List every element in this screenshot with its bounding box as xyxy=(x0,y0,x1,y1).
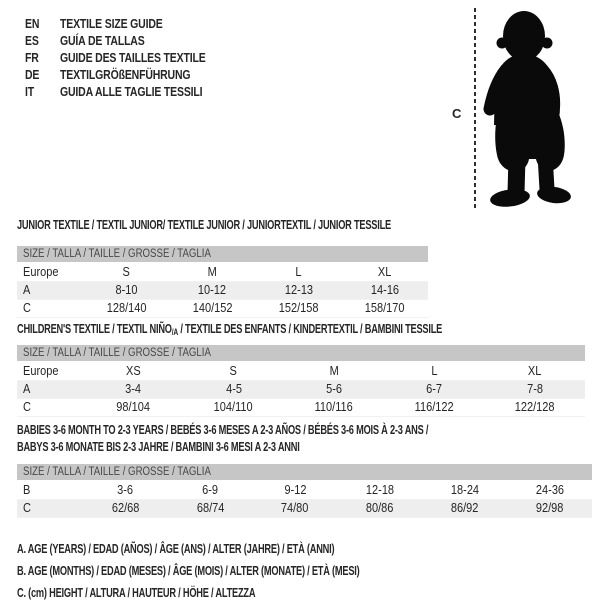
table-row xyxy=(17,381,585,399)
babies-table-title xyxy=(17,422,428,456)
size-cell: 62/68 xyxy=(111,501,140,515)
language-title: GUIDA ALLE TAGLIE TESSILI xyxy=(60,85,203,99)
language-row-it xyxy=(25,84,233,101)
baby-silhouette xyxy=(481,9,578,207)
language-header xyxy=(25,16,233,101)
row-label-cell: C xyxy=(23,501,31,515)
row-label-cell: A xyxy=(23,382,31,396)
language-code: IT xyxy=(25,85,35,99)
size-cell: 68/74 xyxy=(196,501,224,515)
size-cell: 116/122 xyxy=(414,400,454,414)
size-cell: 6-9 xyxy=(202,483,219,497)
size-cell: 128/140 xyxy=(106,301,147,315)
children-size-table xyxy=(17,345,585,417)
size-cell: 74/80 xyxy=(281,501,309,515)
height-measure-line xyxy=(474,8,476,208)
language-title: TEXTILE SIZE GUIDE xyxy=(60,17,163,31)
size-cell: 104/110 xyxy=(214,400,254,414)
size-header-bar xyxy=(17,464,592,480)
size-cell: 9-12 xyxy=(284,483,307,497)
language-code: FR xyxy=(25,51,39,65)
size-cell: 80/86 xyxy=(366,501,394,515)
row-label-cell: C xyxy=(23,400,31,414)
size-cell: 7-8 xyxy=(526,382,543,396)
size-cell: M xyxy=(329,364,339,378)
size-cell: 152/158 xyxy=(278,301,319,315)
language-row-en xyxy=(25,16,233,33)
size-cell: 8-10 xyxy=(115,283,138,297)
size-cell: 24-36 xyxy=(535,483,564,497)
children-table-title: CHILDREN'S TEXTILE / TEXTIL $NIÑO_{/A}$ / TEXTILE DES ENFANTS / KINDERTEXTIL / BAMBINI TESSILE xyxy=(17,322,443,337)
babies-title-line1: BABIES 3-6 MONTH TO 2-3 YEARS / BEBÉS 3-6 MESES A 2-3 AÑOS / BÉBÉS 3-6 MOIS À 2-3 ANS / xyxy=(17,423,429,437)
size-cell: XL xyxy=(528,364,542,378)
size-cell: L xyxy=(295,265,302,279)
babies-size-table xyxy=(17,464,592,518)
footnote-c: C. (cm) HEIGHT / ALTURA / HAUTEUR / HÖHE / ALTEZZA xyxy=(17,586,256,600)
size-cell: S xyxy=(122,265,130,279)
row-label-cell: A xyxy=(23,283,31,297)
size-cell: S xyxy=(229,364,238,378)
table-row xyxy=(17,500,592,518)
junior-size-table xyxy=(17,246,428,318)
footnotes xyxy=(17,538,480,600)
language-title: TEXTILGRÖßENFÜHRUNG xyxy=(60,68,191,82)
table-row xyxy=(17,282,428,300)
size-header-label: SIZE / TALLA / TAILLE / GRÖSSE / TAGLIA xyxy=(23,466,211,478)
size-cell: 4-5 xyxy=(225,382,242,396)
size-cell: 12-13 xyxy=(284,283,313,297)
row-label-cell: Europe xyxy=(23,364,59,378)
size-cell: XL xyxy=(378,265,392,279)
size-cell: 14-16 xyxy=(370,283,399,297)
footnote-a: A. AGE (YEARS) / EDAD (AÑOS) / ÂGE (ANS) / ALTER (JAHRE) / ETÀ (ANNI) xyxy=(17,542,335,556)
language-title: GUIDE DES TAILLES TEXTILE xyxy=(60,51,206,65)
language-title: GUÍA DE TALLAS xyxy=(60,34,145,48)
size-cell: 5-6 xyxy=(326,382,342,396)
language-code: DE xyxy=(25,68,40,82)
size-cell: 158/170 xyxy=(364,301,405,315)
footnote-b: B. AGE (MONTHS) / EDAD (MESES) / ÂGE (MOIS) / ALTER (MONATE) / ETÀ (MESI) xyxy=(17,564,360,578)
size-header-label: SIZE / TALLA / TAILLE / GRÖSSE / TAGLIA xyxy=(23,347,211,359)
table-row xyxy=(17,399,585,417)
size-cell: 110/116 xyxy=(314,400,354,414)
table-row xyxy=(17,482,592,500)
size-cell: M xyxy=(207,265,217,279)
size-cell: L xyxy=(431,364,438,378)
size-cell: 3-6 xyxy=(117,483,134,497)
row-label-cell: B xyxy=(23,483,31,497)
language-row-de xyxy=(25,67,233,84)
size-cell: 3-4 xyxy=(125,382,142,396)
size-header-label: SIZE / TALLA / TAILLE / GRÖSSE / TAGLIA xyxy=(23,248,211,260)
table-row xyxy=(17,264,428,282)
language-row-fr xyxy=(25,50,233,67)
language-row-es xyxy=(25,33,233,50)
size-cell: 12-18 xyxy=(365,483,394,497)
size-cell: 122/128 xyxy=(514,400,555,414)
table-row xyxy=(17,363,585,381)
size-cell: 98/104 xyxy=(116,400,151,414)
junior-table-title: JUNIOR TEXTILE / TEXTIL JUNIOR/ TEXTILE JUNIOR / JUNIORTEXTIL / JUNIOR TESSILE xyxy=(17,218,391,232)
language-code: EN xyxy=(25,17,40,31)
row-label-cell: Europe xyxy=(23,265,59,279)
language-code: ES xyxy=(25,34,39,48)
size-cell: XS xyxy=(125,364,141,378)
size-cell: 18-24 xyxy=(450,483,479,497)
table-row xyxy=(17,300,428,318)
title-subscript: /A xyxy=(171,327,178,337)
size-cell: 10-12 xyxy=(198,283,227,297)
size-cell: 6-7 xyxy=(426,382,443,396)
size-header-bar xyxy=(17,246,428,262)
size-cell: 92/98 xyxy=(535,501,564,515)
size-header-bar xyxy=(17,345,585,361)
size-cell: 86/92 xyxy=(450,501,479,515)
row-label-cell: C xyxy=(23,301,31,315)
size-cell: 140/152 xyxy=(192,301,233,315)
height-label-c: C xyxy=(452,106,462,121)
babies-title-line2: BABYS 3-6 MONATE BIS 2-3 JAHRE / BAMBINI 3-6 MESI A 2-3 ANNI xyxy=(17,440,300,454)
